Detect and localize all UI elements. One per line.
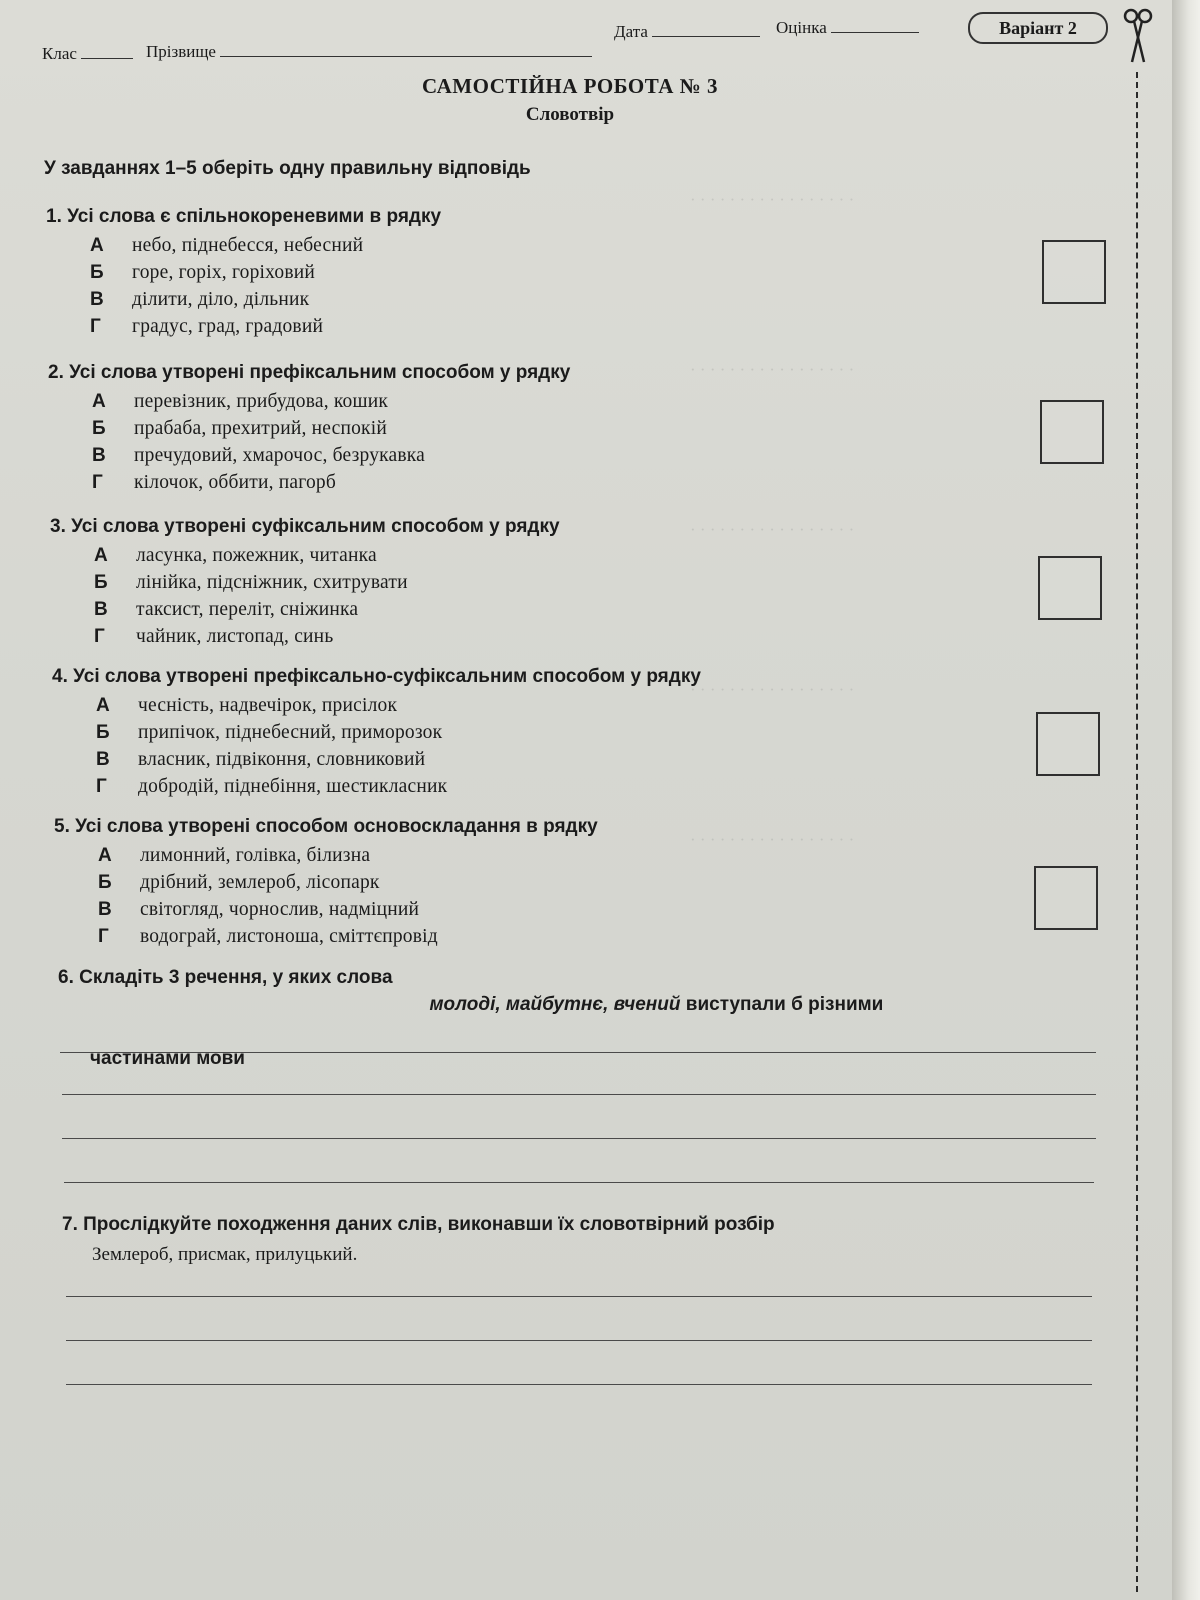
- option-letter: В: [98, 899, 112, 920]
- q6-line-2: частинами мови: [90, 1048, 245, 1069]
- option-text: світогляд, чорнослив, надміцний: [140, 899, 420, 920]
- option-b[interactable]: [50, 569, 1100, 596]
- option-text: кілочок, оббити, пагорб: [134, 472, 337, 493]
- question-3: [50, 512, 1100, 650]
- surname-field[interactable]: [220, 42, 592, 57]
- option-letter: А: [96, 695, 110, 716]
- option-text: небо, піднебесся, небесний: [132, 235, 364, 256]
- answer-line[interactable]: [60, 1052, 1096, 1053]
- q6-suffix: виступали б різними: [680, 994, 884, 1015]
- option-text: лінійка, підсніжник, схитрувати: [136, 572, 408, 593]
- answer-line[interactable]: [66, 1384, 1092, 1385]
- surname-label: Прізвище: [146, 42, 216, 61]
- option-text: добродій, піднебіння, шестикласник: [138, 776, 448, 797]
- option-letter: В: [90, 289, 104, 310]
- option-a[interactable]: [48, 388, 1098, 415]
- option-a[interactable]: [54, 842, 1104, 869]
- option-b[interactable]: [46, 259, 1096, 286]
- option-v[interactable]: [46, 286, 1096, 313]
- option-letter: Г: [92, 472, 103, 493]
- option-text: власник, підвіконня, словниковий: [138, 749, 426, 770]
- option-letter: В: [92, 445, 106, 466]
- answer-box-5[interactable]: [1034, 866, 1098, 930]
- question-text: 4. Усі слова утворені префіксально-суфіксальним способом у рядку: [52, 666, 701, 687]
- option-text: ділити, діло, дільник: [132, 289, 310, 310]
- option-text: лимонний, голівка, білизна: [140, 845, 371, 866]
- question-text: 3. Усі слова утворені суфіксальним способом у рядку: [50, 516, 560, 537]
- option-text: перевізник, прибудова, кошик: [134, 391, 389, 412]
- option-letter: Г: [94, 626, 105, 647]
- show-through-text: · · · · · · · · · · · · · · · · ·: [690, 830, 855, 849]
- grade-field[interactable]: [831, 18, 919, 33]
- option-b[interactable]: [52, 719, 1102, 746]
- grade-label: Оцінка: [776, 18, 827, 37]
- option-h[interactable]: [54, 923, 1104, 950]
- option-text: припічок, піднебесний, приморозок: [138, 722, 443, 743]
- question-7-words: Землероб, присмак, прилуцький.: [92, 1244, 358, 1265]
- question-2: [48, 358, 1098, 496]
- option-letter: Г: [90, 316, 101, 337]
- option-v[interactable]: [50, 596, 1100, 623]
- option-letter: Б: [90, 262, 104, 283]
- answer-box-4[interactable]: [1036, 712, 1100, 776]
- question-6-line-1: [58, 964, 1094, 1045]
- option-b[interactable]: [48, 415, 1098, 442]
- question-text: 5. Усі слова утворені способом основоскладання в рядку: [54, 816, 598, 837]
- option-h[interactable]: [46, 313, 1096, 340]
- option-letter: Г: [96, 776, 107, 797]
- show-through-text: · · · · · · · · · · · · · · · · ·: [690, 190, 855, 209]
- question-text: 1. Усі слова є спільнокореневими в рядку: [46, 206, 442, 227]
- option-letter: А: [94, 545, 108, 566]
- option-b[interactable]: [54, 869, 1104, 896]
- class-field[interactable]: [81, 44, 133, 59]
- show-through-text: · · · · · · · · · · · · · · · · ·: [690, 520, 855, 539]
- scissors-icon: [1122, 8, 1154, 64]
- show-through-text: · · · · · · · · · · · · · · · · ·: [690, 680, 855, 699]
- page-edge: [1172, 0, 1200, 1600]
- answer-box-1[interactable]: [1042, 240, 1106, 304]
- answer-line[interactable]: [66, 1296, 1092, 1297]
- option-v[interactable]: [48, 442, 1098, 469]
- answer-line[interactable]: [66, 1340, 1092, 1341]
- question-5: [54, 812, 1104, 950]
- option-h[interactable]: [52, 773, 1102, 800]
- option-letter: Г: [98, 926, 109, 947]
- option-text: горе, горіх, горіховий: [132, 262, 316, 283]
- option-text: таксист, переліт, сніжинка: [136, 599, 359, 620]
- option-text: градус, град, градовий: [132, 316, 324, 337]
- option-letter: В: [94, 599, 108, 620]
- q6-words: молоді, майбутнє, вчений: [429, 994, 681, 1015]
- worksheet-title: САМОСТІЙНА РОБОТА № 3: [422, 74, 718, 98]
- option-letter: А: [90, 235, 104, 256]
- option-text: ласунка, пожежник, читанка: [136, 545, 377, 566]
- option-letter: В: [96, 749, 110, 770]
- q6-prefix: 6. Складіть 3 речення, у яких слова: [58, 967, 398, 988]
- option-h[interactable]: [50, 623, 1100, 650]
- question-1: [46, 202, 1096, 340]
- question-7-text: 7. Прослідкуйте походження даних слів, виконавши їх словотвірний розбір: [62, 1214, 775, 1235]
- variant-badge: Варіант 2: [968, 12, 1108, 44]
- question-text: 2. Усі слова утворені префіксальним способом у рядку: [48, 362, 571, 383]
- show-through-text: · · · · · · · · · · · · · · · · ·: [690, 360, 855, 379]
- worksheet-subtitle: Словотвір: [525, 104, 615, 125]
- option-v[interactable]: [52, 746, 1102, 773]
- option-a[interactable]: [52, 692, 1102, 719]
- option-h[interactable]: [48, 469, 1098, 496]
- worksheet-header: [42, 16, 1102, 62]
- option-letter: Б: [94, 572, 108, 593]
- option-a[interactable]: [46, 232, 1096, 259]
- question-4: [52, 662, 1102, 800]
- option-text: водограй, листоноша, сміттєпровід: [140, 926, 438, 947]
- answer-line[interactable]: [64, 1182, 1094, 1183]
- option-letter: А: [98, 845, 112, 866]
- date-field[interactable]: [652, 22, 760, 37]
- question-6: [58, 964, 1098, 1072]
- answer-box-3[interactable]: [1038, 556, 1102, 620]
- option-letter: Б: [96, 722, 110, 743]
- option-text: дрібний, землероб, лісопарк: [140, 872, 380, 893]
- instruction-text: У завданнях 1–5 оберіть одну правильну відповідь: [44, 158, 531, 179]
- option-text: прабаба, прехитрий, неспокій: [134, 418, 387, 439]
- class-label: Клас: [42, 44, 77, 63]
- option-a[interactable]: [50, 542, 1100, 569]
- date-label: Дата: [614, 22, 648, 41]
- option-text: пречудовий, хмарочос, безрукавка: [134, 445, 426, 466]
- option-text: чесність, надвечірок, присілок: [138, 695, 398, 716]
- cut-line: [1136, 72, 1138, 1592]
- option-text: чайник, листопад, синь: [136, 626, 334, 647]
- answer-line[interactable]: [62, 1094, 1096, 1095]
- option-v[interactable]: [54, 896, 1104, 923]
- answer-line[interactable]: [62, 1138, 1096, 1139]
- option-letter: А: [92, 391, 106, 412]
- option-letter: Б: [98, 872, 112, 893]
- answer-box-2[interactable]: [1040, 400, 1104, 464]
- option-letter: Б: [92, 418, 106, 439]
